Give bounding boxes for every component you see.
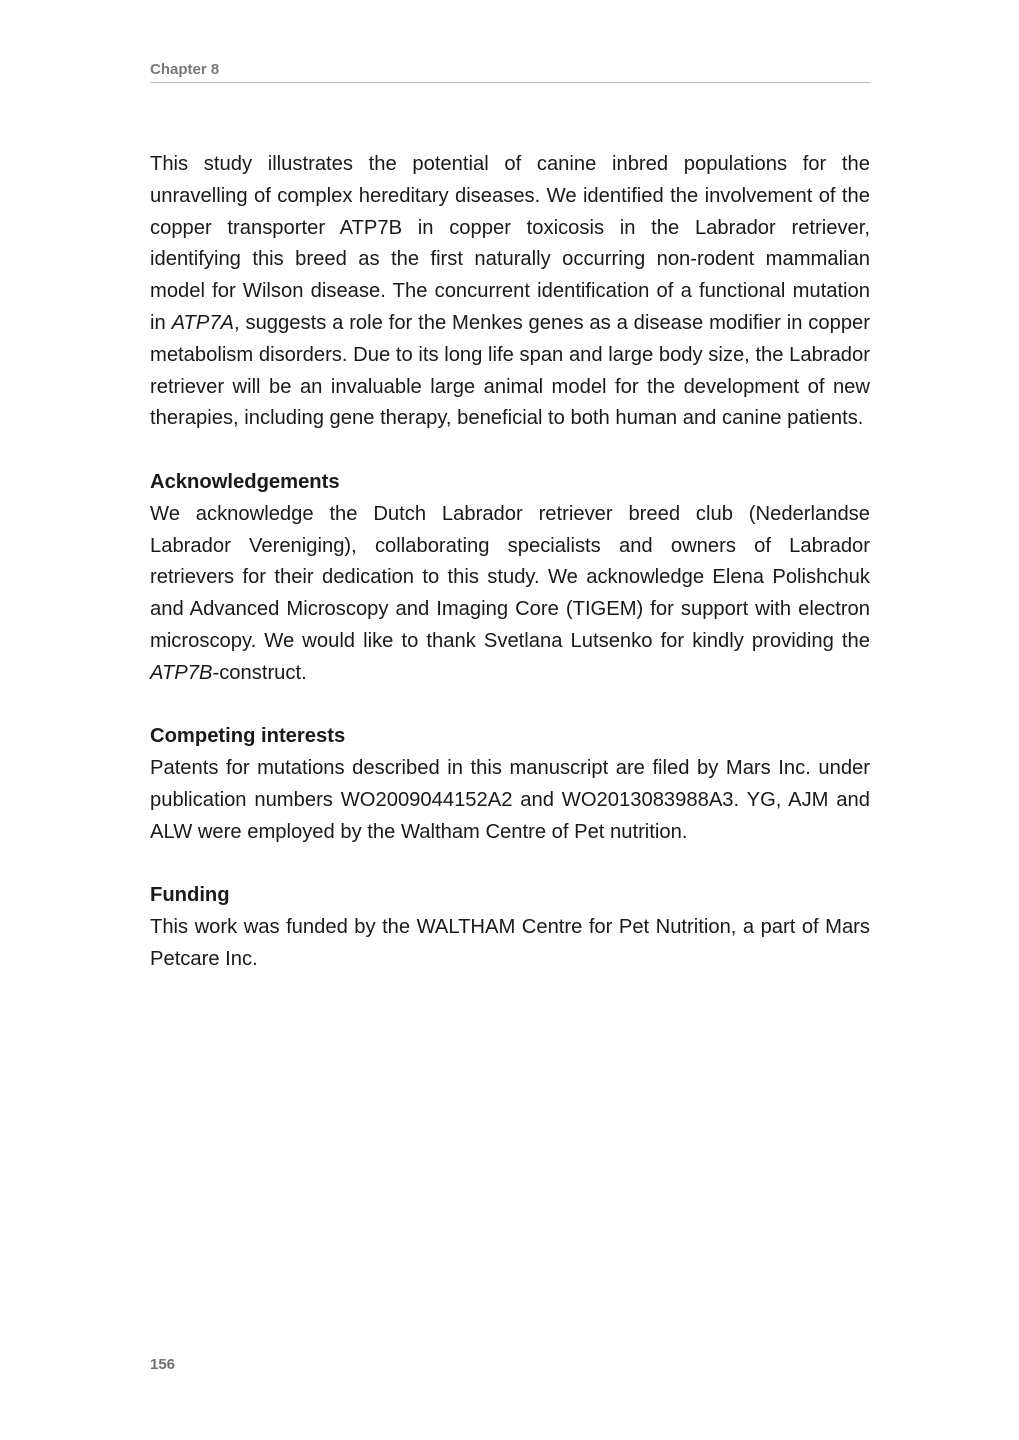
funding-heading: Funding: [150, 884, 230, 907]
page-number: 156: [150, 1356, 176, 1373]
intro-gene-name: ATP7A: [171, 311, 235, 334]
chapter-label: Chapter 8: [150, 61, 220, 78]
acknowledgements-paragraph: [150, 499, 870, 690]
acknowledgements-gene-name: ATP7B: [150, 661, 213, 684]
competing-interests-heading: Competing interests: [150, 725, 346, 748]
competing-interests-section: [150, 721, 870, 848]
intro-text-part1: This study illustrates the potential of canine inbred populations for the unravelling of complex hereditary diseases. We identified the involvement of the copper transporter ATP7B in copper toxicosis in the Labrador retriever, identifying this breed as the first naturally occurring non-rodent mammalian model for Wilson disease. The concurrent identification of a functional mutation in: [150, 153, 870, 334]
funding-paragraph: This work was funded by the WALTHAM Centre for Pet Nutrition, a part of Mars Petcare Inc.: [150, 916, 870, 970]
intro-text-part2: , suggests a role for the Menkes genes as a disease modifier in copper metabolism disorders. Due to its long life span and large body size, the Labrador retriever will be an invaluable large animal model for the development of new therapies, including gene therapy, beneficial to both human and canine patients.: [150, 311, 870, 430]
acknowledgements-heading: Acknowledgements: [150, 470, 340, 493]
acknowledgements-section: [150, 467, 870, 690]
page-content: [150, 149, 870, 976]
intro-paragraph: [150, 149, 870, 435]
acknowledgements-suffix: -construct.: [212, 661, 307, 684]
competing-interests-paragraph: Patents for mutations described in this manuscript are filed by Mars Inc. under publication numbers WO2009044152A2 and WO2013083988A3. YG, AJM and ALW were employed by the Waltham Centre of Pet nutrition.: [150, 757, 870, 843]
running-header: [150, 60, 870, 83]
funding-section: [150, 880, 870, 975]
acknowledgements-text: We acknowledge the Dutch Labrador retriever breed club (Nederlandse Labrador Vereniging), collaborating specialists and owners of Labrador retrievers for their dedication to this study. We acknowledge Elena Polishchuk and Advanced Microscopy and Imaging Core (TIGEM) for support with electron microscopy. We would like to thank Svetlana Lutsenko for kindly providing the: [150, 502, 870, 652]
